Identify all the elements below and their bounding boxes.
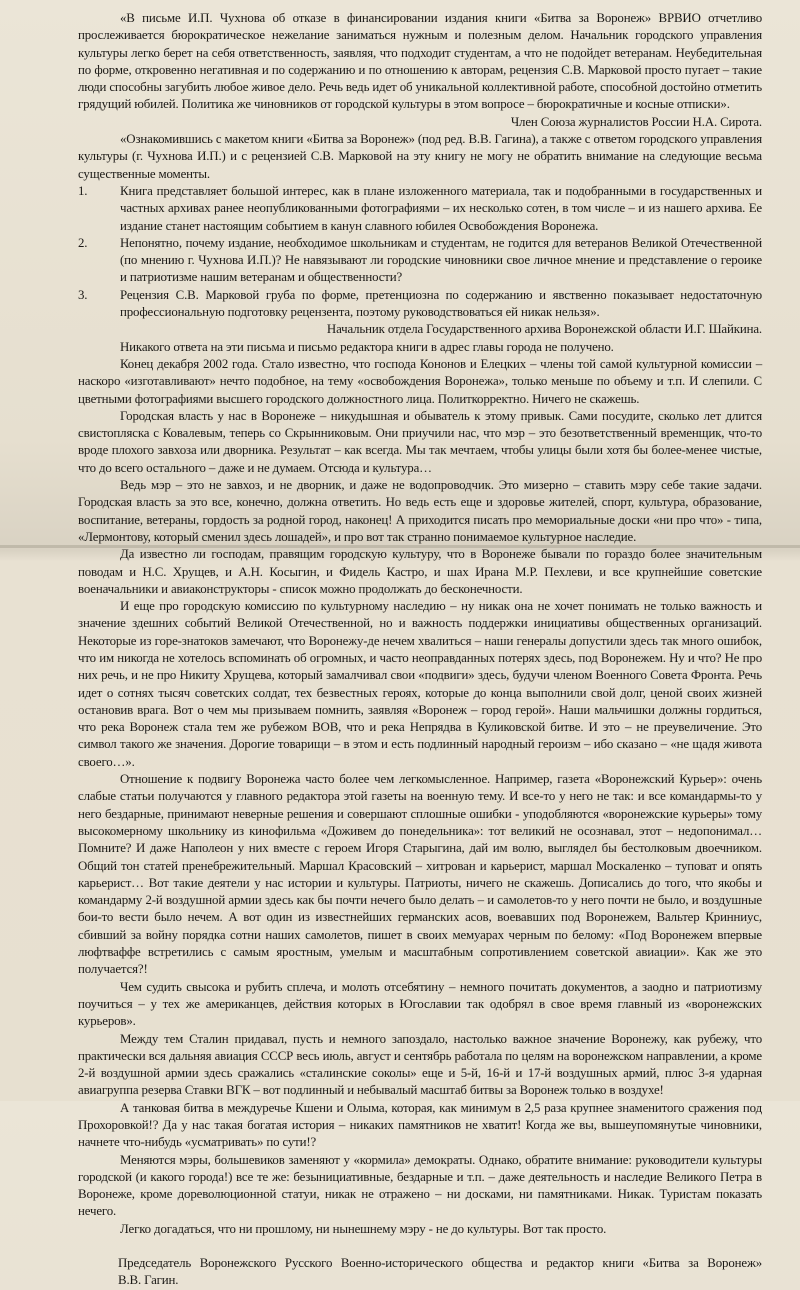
item-text: Непонятно, почему издание, необходимое школьникам и студентам, не годится для ветеранов Великой Отечественной (по мнению г. Чухнова И.П.)? Не навязывают ли городские чиновники свое личное мнение и представление о героике и патриотизме нашим ветеранам и общественности? bbox=[120, 235, 762, 285]
paragraph: Никакого ответа на эти письма и письмо редактора книги в адрес главы города не получено. bbox=[120, 339, 614, 354]
numbered-item bbox=[78, 235, 762, 287]
item-number: 2. bbox=[78, 235, 88, 250]
quote-chukhnov-letter: «В письме И.П. Чухнова об отказе в финансировании издания книги «Битва за Воронеж» ВРВИО отчетливо прослеживается бюрократическое нежелание заниматься нужным и полезным делом. Начальник городского управления культуры легко берет на себя ответственность, заявляя, что подходит студентам, а что не подойдет ветеранам. Неубедительная по форме, откровенно негативная и по содержанию и по отношению к авторам, рецензия С.В. Марковой просто пугает – такие люди способны загубить любое живое дело. Речь ведь идет об уникальной коллективной работе, способной достойно отметить грядущий юбилей. Политика же чиновников от городской культуры в этом вопросе – бюрократичные и косные отписки». bbox=[78, 11, 762, 112]
item-text: Рецензия С.В. Марковой груба по форме, претенциозна по содержанию и явственно показывает недостаточную профессиональную подготовку рецензента, поэтому руководствоваться ей никак нельзя». bbox=[120, 287, 762, 320]
paragraph: Легко догадаться, что ни прошлому, ни нынешнему мэру - не до культуры. Вот так просто. bbox=[120, 1221, 607, 1236]
paragraph: Между тем Сталин придавал, пусть и немного запоздало, настолько важное значение Воронежу, как рубежу, что практически вся дальняя авиация СССР весь июль, август и сентябрь работала по целям на воронежском направлении, а кроме 2-й воздушной армии здесь сражались «сталинские соколы» еще и 5-й, 16-й и 17-й воздушных армий, плюс 3-я ударная авиагруппа резерва Ставки ВГК – вот подлинный и небывалый масштаб битвы за Воронеж только в воздухе! bbox=[78, 1031, 762, 1098]
paragraph: Да известно ли господам, правящим городскую культуру, что в Воронеже бывали по гораздо более значительным поводам и Н.С. Хрущев, и А.Н. Косыгин, и Фидель Кастро, и шах Ирана М.Р. Пехлеви, и все крупнейшие советские военачальники и авиаконструкторы - список можно продолжать до бесконечности. bbox=[78, 547, 762, 596]
author-signature-title: Председатель Воронежского Русского Военно-исторического общества и редактор книги «Битва за Воронеж» bbox=[118, 1256, 762, 1271]
item-number: 3. bbox=[78, 287, 88, 302]
paragraph: Городская власть у нас в Воронеже – никудышная и обыватель к этому привык. Сами посудите, сколько лет длится свистопляска с Ковалевым, теперь со Скрынниковым. Они приучили нас, что мэр – это безответственный временщик, что-то вроде плохого завхоза или дворника. Результат – как всегда. Мы так мечтаем, чтобы улицы были хотя бы более-менее чистые, что до всего остального – даже и не думаем. Отсюда и культура… bbox=[78, 408, 762, 475]
paragraph: А танковая битва в междуречье Кшени и Олыма, которая, как минимум в 2,5 раза крупнее знаменитого сражения под Прохоровкой!? Да у нас такая богатая история – никаких памятников не хватит! Когда же вы, вышеупомянутые чиновники, начнете что-нибудь «усматривать» по сути!? bbox=[78, 1100, 762, 1150]
paragraph: Ведь мэр – это не завхоз, и не дворник, и даже не водопроводчик. Это мизерно – ставить мэру себе такие задачи. Городская власть за это все, конечно, должна ответить. Но ведь есть еще и здоровье жителей, спорт, культура, образование, воспитание, ветераны, гордость за родной город, наконец! А приходится писать про мемориальные доски «ни про что» - типа, «Лермонтову, который сменил здесь лошадей», и про вот так странно понимаемое культурное наследие. bbox=[78, 478, 762, 544]
paragraph: Чем судить свысока и рубить сплеча, и молоть отсебятину – немного почитать документов, а заодно и патриотизму поучиться – у тех же американцев, действия которых в Югославии так одобрял в свое время главный из «воронежских курьеров». bbox=[78, 979, 762, 1029]
paragraph: Меняются мэры, большевиков заменяют у «кормила» демократы. Однако, обратите внимание: руководители культуры городской (и какого города!) все те же: безынициативные, бездарные и т.п. – даже деятельность и наследие Великого Петра в Воронеже, кроме дореволюционной статуи, никак не отражено – ни досками, ни памятниками. Никак. Туристам показать нечего. bbox=[78, 1152, 762, 1219]
numbered-item bbox=[78, 183, 762, 235]
quote-archive-intro: «Ознакомившись с макетом книги «Битва за Воронеж» (под ред. В.В. Гагина), а также с ответом городского управления культуры (г. Чухнова И.П.) и с рецензией С.В. Марковой на эту книгу не могу не обратить внимание на следующие весьма существенные моменты. bbox=[78, 132, 762, 181]
signature-shaikina: Начальник отдела Государственного архива Воронежской области И.Г. Шайкина. bbox=[326, 322, 762, 337]
paragraph: Конец декабря 2002 года. Стало известно, что господа Кононов и Елецких – члены той самой культурной комиссии – наскоро «изготавливают» нечто подобное, на тему «освобождения Воронежа», только меньше по объему и т.п. И слепили. С цветными фотографиями высшего городского должностного лица. Политкорректно. Ничего не скажешь. bbox=[78, 356, 762, 406]
item-number: 1. bbox=[78, 183, 88, 198]
numbered-item bbox=[78, 287, 762, 322]
paragraph: И еще про городскую комиссию по культурному наследию – ну никак она не хочет понимать не только важность и значение здешних событий Великой Отечественной, но и важность поддержки инициативы общественных организаций. Некоторые из горе-знатоков замечают, что Воронежу-де нечем хвалиться – наши генералы допустили здесь так много ошибок, что им никогда не хотелось вспоминать об огромных, и часто неоправданных потерях здесь, под Воронежем. Ну и что? Не про них речь, и не про Никиту Хрущева, который замалчивал свои «подвиги» здесь, будучи членом Военного Совета Фронта. Речь идет о сотнях тысяч советских солдат, тех безвестных героях, которые до конца выполнили свой долг, ценой своих жизней остановив врага. Вот о чем мы призываем помнить, заявляя «Воронеж – город герой». Наши мальчишки должны гордиться, что река Воронеж стала тем же рубежом ВОВ, что и река Непрядва в Куликовской битве. И это – не преувеличение. Это символ такого же значения. Дорогие товарищи – в этом и есть подлинный народный героизм – ибо сказано – «не щадя живота своего…». bbox=[78, 599, 762, 769]
author-signature-name: В.В. Гагин. bbox=[118, 1273, 179, 1288]
signature-sirota: Член Союза журналистов России Н.А. Сирота. bbox=[510, 114, 762, 129]
document-page bbox=[78, 10, 762, 1290]
item-text: Книга представляет большой интерес, как в плане изложенного материала, так и подобранными в государственных и частных архивах ранее неопубликованными фотографиями – их несколько сотен, в том числе – и из нашего архива. Ее издание станет настоящим событием в канун славного юбилея Освобождения Воронежа. bbox=[120, 183, 762, 233]
paragraph: Отношение к подвигу Воронежа часто более чем легкомысленное. Например, газета «Воронежский Курьер»: очень слабые статьи получаются у главного редактора этой газеты на военную тему. И все-то у него не так: и все командармы-то у него бездарные, принимают неверные решения и совершают сплошные ошибки - уподобляются «воронежские курьеры» тому высокомерному школьнику из кинофильма «Доживем до понедельника»: тот великий не осознавал, этот – недопонимал… Помните? И даже Наполеон у них вместе с героем Игоря Старыгина, дай им волю, выглядел бы бестолковым двоечником. Общий тон статей пренебрежительный. Маршал Красовский – хитрован и карьерист, маршал Москаленко – туповат и опять карьерист… Вот такие деятели у нас истории и культуры. Патриоты, ничего не скажешь. Дописались до того, что якобы и командарму 2-й воздушной армии здесь как бы почти нечего было делать – и самолетов-то у него почти не было, и воздушные бои-то вести было нечем. А вот один из известнейших германских асов, воевавших под Воронежем, Вальтер Кринниус, сбивший за войну порядка сотни наших самолетов, пишет в своих мемуарах черным по белому: «Под Воронежем впервые люфтваффе встретились с самым яростным, умелым и масштабным сопротивлением советской авиации». Как же это получается?! bbox=[78, 772, 762, 977]
